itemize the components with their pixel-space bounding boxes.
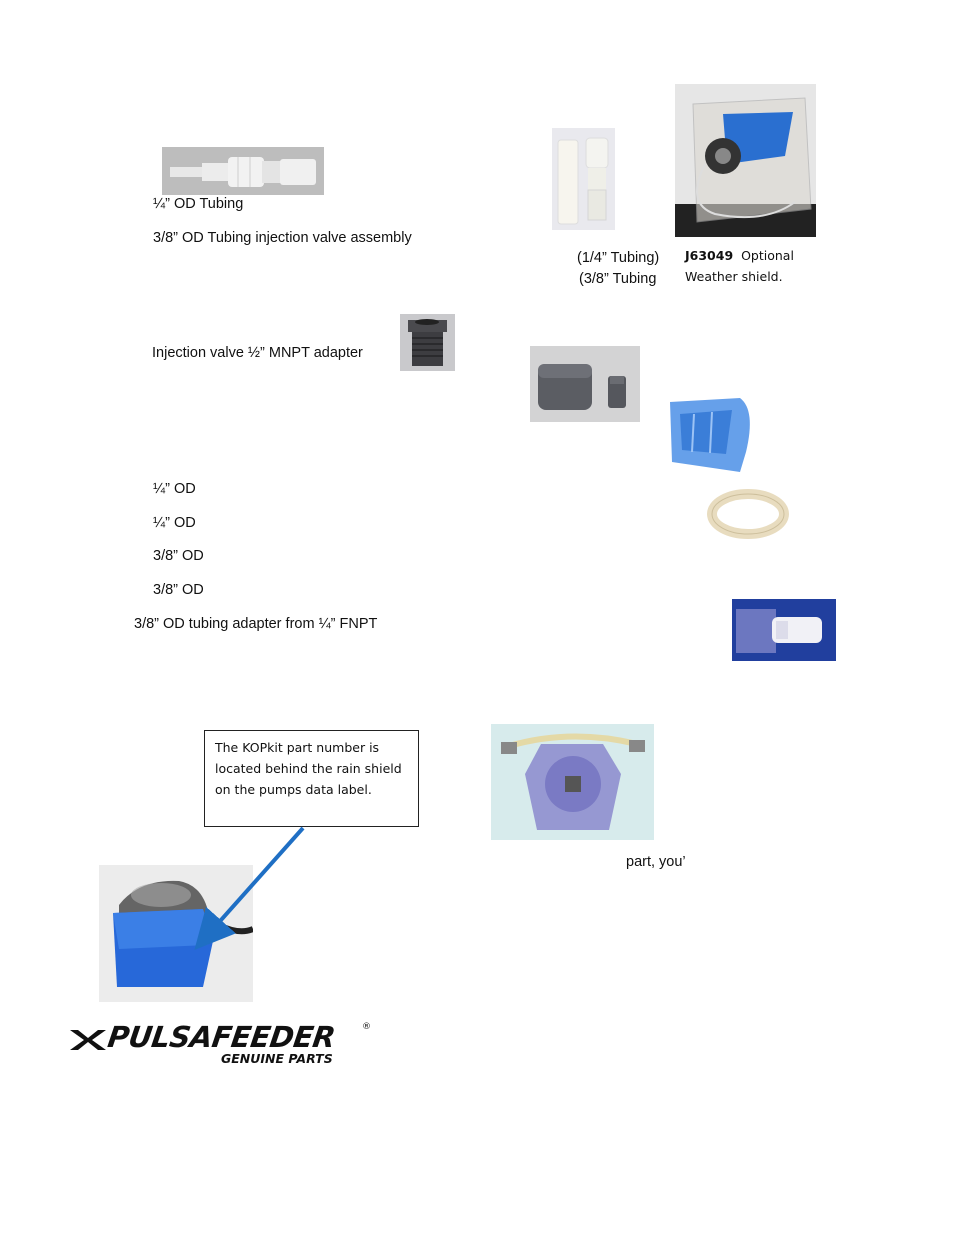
mnpt-adapter-label: Injection valve ½” MNPT adapter [152, 345, 363, 361]
od-label-4: 3/8” OD [153, 582, 204, 598]
od-label-3: 3/8” OD [153, 548, 204, 564]
od-label-1: ¼” OD [153, 481, 196, 497]
weather-shield-code: J63049 [685, 248, 734, 263]
od-label-2: ¼” OD [153, 515, 196, 531]
callout-line-1: The KOPkit part number is [215, 740, 380, 755]
tubing-quarter-label: ¼” OD Tubing [153, 196, 244, 212]
logo-registered: ® [362, 1022, 371, 1032]
logo-tagline: GENUINE PARTS [221, 1051, 333, 1066]
tubing-quarter-paren: (1/4” Tubing) [577, 250, 660, 266]
fnpt-adapter-label: 3/8” OD tubing adapter from ¼” FNPT [134, 616, 378, 632]
callout-line-2: located behind the rain shield [215, 761, 402, 776]
pulsafeeder-emblem-icon [68, 1022, 108, 1058]
valve-assembly-label: 3/8” OD Tubing injection valve assembly [153, 230, 412, 246]
part-fragment-text: part, you’ [626, 854, 686, 870]
pulsafeeder-logo [68, 1020, 378, 1070]
callout-line-3: on the pumps data label. [215, 782, 372, 797]
tubing-three-eighths-paren: (3/8” Tubing [579, 271, 657, 287]
logo-brand: PULSAFEEDER [105, 1020, 338, 1054]
weather-shield-desc2: Weather shield. [685, 269, 783, 284]
weather-shield-desc: Optional [741, 248, 794, 263]
